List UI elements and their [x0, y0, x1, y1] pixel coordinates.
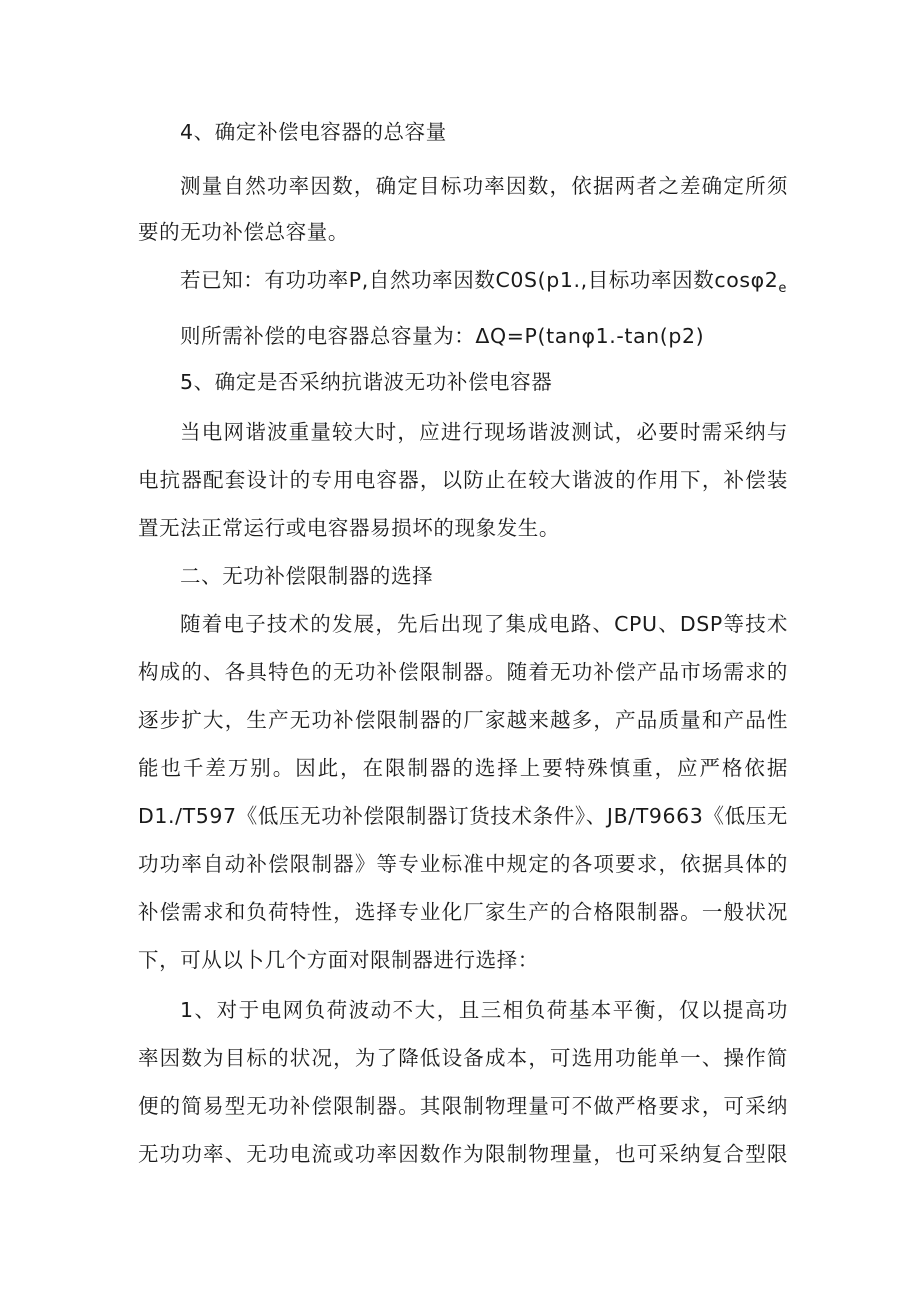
paragraph-line: D1./T597《低压无功补偿限制器订货技术条件》、JB/T9663《低压无: [138, 804, 788, 828]
paragraph-line: 逐步扩大，生产无功补偿限制器的厂家越来越多，产品质量和产品性: [138, 708, 788, 732]
formula-delta-q: 则所需补偿的电容器总容量为：ΔQ=P(tanφ1.-tan(p2): [180, 324, 705, 348]
paragraph-line: 随着电子技术的发展，先后出现了集成电路、CPU、DSP等技术: [180, 612, 788, 636]
paragraph-line: 补偿需求和负荷特性，选择专业化厂家生产的合格限制器。一般状况: [138, 900, 788, 924]
paragraph-line: 测量自然功率因数，确定目标功率因数，依据两者之差确定所须: [180, 174, 788, 198]
section-heading-controller-selection: 二、无功补偿限制器的选择: [180, 564, 434, 588]
heading-capacitor-total-capacity: 4、确定补偿电容器的总容量: [180, 120, 447, 144]
paragraph-line: 便的简易型无功补偿限制器。其限制物理量可不做严格要求，可采纳: [138, 1094, 788, 1118]
paragraph-line: 置无法正常运行或电容器易损坏的现象发生。: [138, 516, 560, 540]
formula-known-values: [180, 266, 788, 303]
paragraph-line: 率因数为目标的状况，为了降低设备成本，可选用功能单一、操作简: [138, 1046, 788, 1070]
paragraph-line: 功功率自动补偿限制器》等专业标准中规定的各项要求，依据具体的: [138, 852, 788, 876]
paragraph-line: 要的无功补偿总容量。: [138, 220, 349, 244]
formula-known-values-text: 若已知：有功功率P,自然功率因数C0S(p1.,目标功率因数cosφ2: [180, 268, 779, 292]
paragraph-line: 无功功率、无功电流或功率因数作为限制物理量，也可采纳复合型限: [138, 1142, 788, 1166]
paragraph-line: 当电网谐波重量较大时，应进行现场谐波测试，必要时需采纳与: [180, 420, 788, 444]
heading-anti-harmonic-capacitor: 5、确定是否采纳抗谐波无功补偿电容器: [180, 370, 553, 394]
paragraph-line: 电抗器配套设计的专用电容器，以防止在较大谐波的作用下，补偿装: [138, 468, 788, 492]
paragraph-line: 下，可从以卜几个方面对限制器进行选择：: [138, 948, 539, 972]
paragraph-line: 构成的、各具特色的无功补偿限制器。随着无功补偿产品市场需求的: [138, 660, 788, 684]
paragraph-line: 能也千差万别。因此，在限制器的选择上要特殊慎重，应严格依据: [138, 756, 788, 780]
subscript-e: e: [778, 281, 787, 296]
list-item-1: 1、对于电网负荷波动不大，且三相负荷基本平衡，仅以提高功: [180, 998, 788, 1022]
